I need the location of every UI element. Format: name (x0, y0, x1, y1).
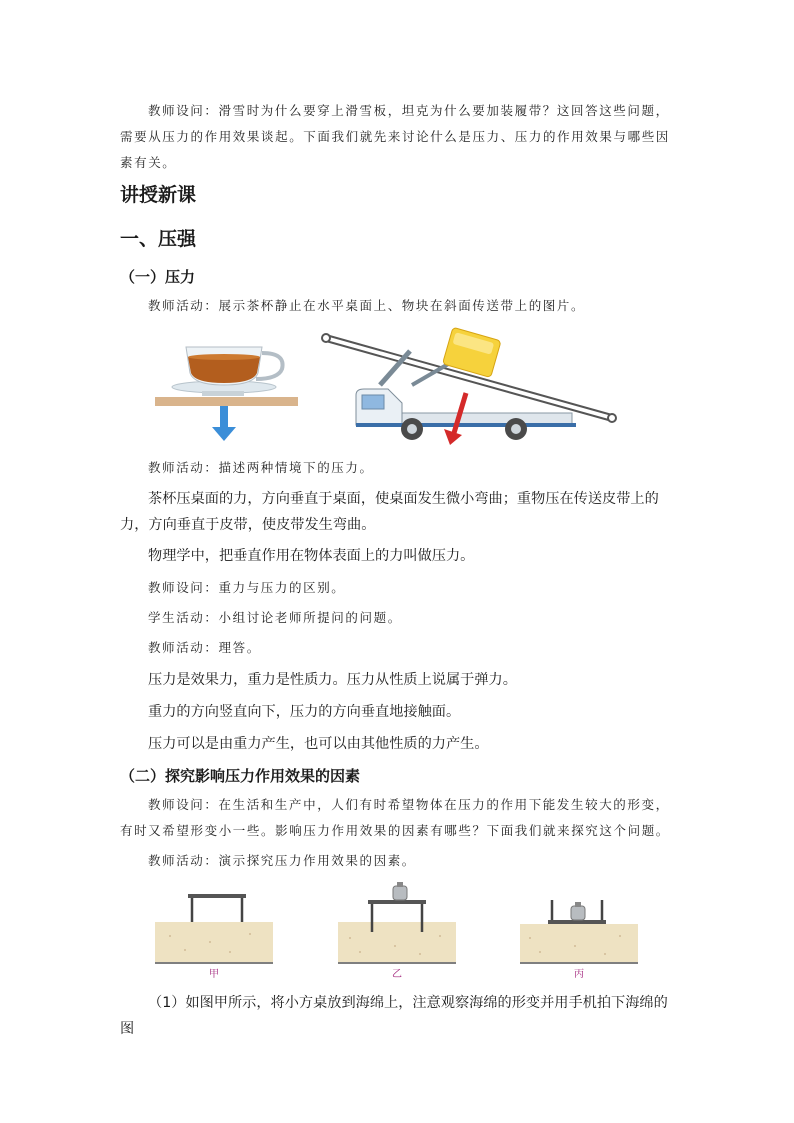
table-top-jia (188, 894, 246, 898)
experiment-bing (520, 900, 638, 980)
fact-origin: 压力可以是由重力产生，也可以由其他性质的力产生。 (148, 736, 489, 752)
belt-roller-right (608, 414, 616, 422)
table-top (155, 397, 298, 406)
fact-effect-force: 压力是效果力，重力是性质力。压力从性质上说属于弹力。 (148, 672, 517, 688)
sponge-bing (520, 924, 638, 962)
teacher-response: 教师活动：理答。 (148, 640, 261, 655)
pressure-definition: 物理学中，把垂直作用在物体表面上的力叫做压力。 (148, 548, 475, 564)
experiment-yi (338, 882, 456, 980)
fact-direction: 重力的方向竖直向下，压力的方向垂直地接触面。 (148, 704, 461, 720)
tea-surface (188, 354, 260, 360)
tea (188, 357, 260, 383)
weight-yi (393, 886, 407, 900)
teacher-question-factors: 教师设问：在生活和生产中，人们有时希望物体在压力的作用下能发生较大的形变，有时又希望形变小一些。影响压力作用效果的因素有哪些？下面我们就来探究这个问题。 (120, 797, 670, 838)
label-jia: 甲 (209, 969, 219, 980)
heading-new-lesson: 讲授新课 (120, 184, 197, 206)
student-activity: 学生活动：小组讨论老师所提问的问题。 (148, 610, 402, 625)
teacher-question-gravity: 教师设问：重力与压力的区别。 (148, 580, 346, 595)
heading-pressure: 一、压强 (120, 228, 197, 250)
heading-factors: （二）探究影响压力作用效果的因素 (120, 767, 361, 785)
answer-paragraph: 茶杯压桌面的力，方向垂直于桌面，使桌面发生微小弯曲；重物压在传送皮带上的力，方向垂直于皮带，使皮带发生弯曲。 (120, 491, 659, 533)
teacher-demo: 教师活动：演示探究压力作用效果的因素。 (148, 853, 416, 868)
pressure-arrow-shaft (220, 406, 228, 428)
label-bing: 丙 (574, 969, 584, 980)
sponge-experiment-figure (150, 880, 645, 980)
pressure-arrow-head (212, 427, 236, 441)
belt-roller-left (322, 334, 330, 342)
table-top-yi (368, 900, 426, 904)
truck-stripe (356, 423, 576, 427)
saucer-foot (202, 391, 244, 396)
experiment-jia (155, 894, 273, 980)
support-arm-1 (380, 351, 410, 385)
teacher-describe: 教师活动：描述两种情境下的压力。 (148, 460, 374, 475)
truck-window (362, 395, 384, 409)
step-one: （1）如图甲所示，将小方桌放到海绵上，注意观察海绵的形变并用手机拍下海绵的图 (120, 995, 668, 1037)
heading-force: （一）压力 (120, 268, 196, 286)
teacher-show-images: 教师活动：展示茶杯静止在水平桌面上、物块在斜面传送带上的图片。 (148, 298, 586, 313)
teacup-conveyor-figure (150, 325, 625, 445)
table-top-bing (548, 920, 606, 924)
sponge-jia (155, 922, 273, 962)
weight-bing (571, 906, 585, 920)
sponge-yi (338, 922, 456, 962)
intro-teacher-question: 教师设问：滑雪时为什么要穿上滑雪板，坦克为什么要加装履带？这回答这些问题，需要从压力的作用效果谈起。下面我们就先来讨论什么是压力、压力的作用效果与哪些因素有关。 (120, 103, 670, 170)
label-yi: 乙 (392, 969, 402, 980)
